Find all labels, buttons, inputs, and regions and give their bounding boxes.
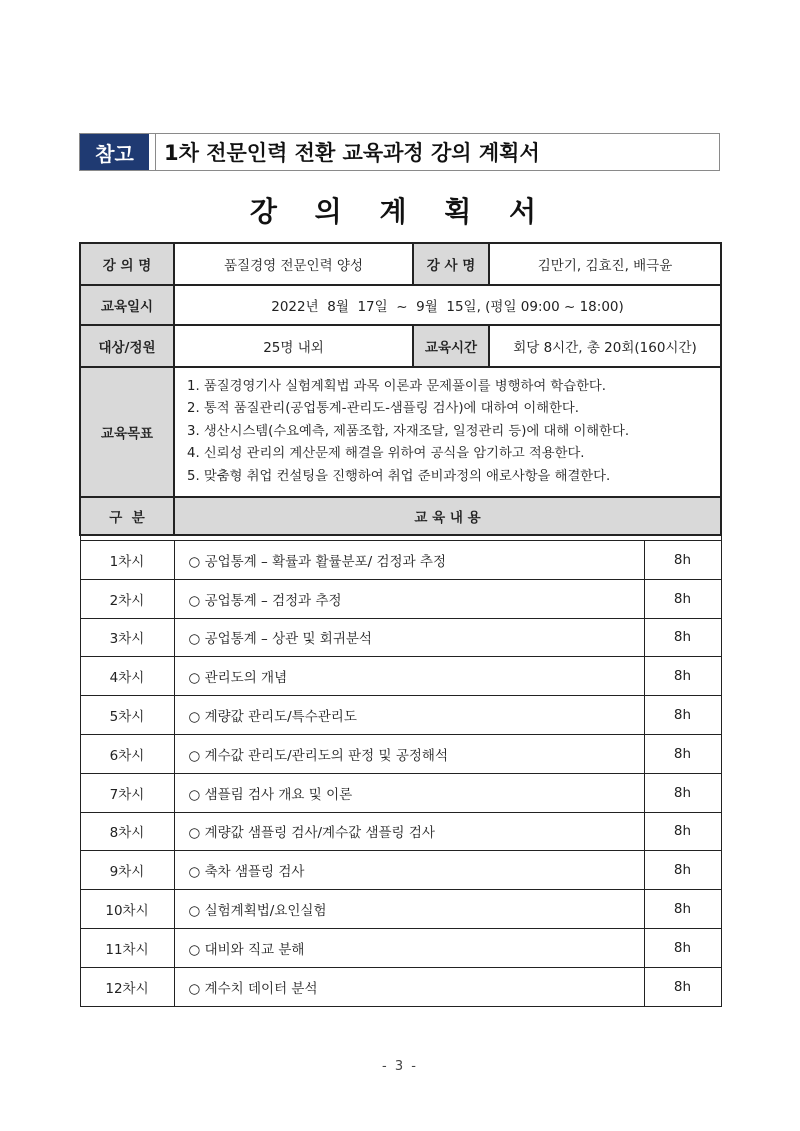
lecture-row	[80, 243, 721, 285]
goals-list	[174, 367, 721, 497]
lecture-label: 강 의 명	[80, 243, 174, 285]
session-hours: 8h	[644, 773, 721, 812]
session-content: ○ 공업통계 – 상관 및 회귀분석	[174, 618, 644, 657]
reference-tag: 참고	[80, 134, 149, 170]
division-header: 구 분	[80, 497, 174, 535]
session-hours: 8h	[644, 696, 721, 735]
instructor-value: 김만기, 김효진, 배극윤	[489, 243, 721, 285]
session-hours: 8h	[644, 541, 721, 580]
session-hours: 8h	[644, 967, 721, 1006]
date-row	[80, 285, 721, 325]
document-title: 강 의 계 획 서	[249, 195, 551, 228]
session-content: ○ 축차 샘플링 검사	[174, 851, 644, 890]
session-content: ○ 관리도의 개념	[174, 657, 644, 696]
session-hours: 8h	[644, 812, 721, 851]
session-row	[80, 851, 721, 890]
hours-label: 교육시간	[413, 325, 489, 367]
target-label: 대상/정원	[80, 325, 174, 367]
session-content: ○ 계수치 데이터 분석	[174, 967, 644, 1006]
session-number: 10차시	[80, 890, 174, 929]
session-content: ○ 계수값 관리도/관리도의 판정 및 공정해석	[174, 734, 644, 773]
banner-title: 1차 전문인력 전환 교육과정 강의 계획서	[164, 141, 540, 165]
session-hours: 8h	[644, 657, 721, 696]
goals-label: 교육목표	[80, 367, 174, 497]
date-label: 교육일시	[80, 285, 174, 325]
session-row	[80, 541, 721, 580]
session-content: ○ 샘플림 검사 개요 및 이론	[174, 773, 644, 812]
session-number: 8차시	[80, 812, 174, 851]
target-row	[80, 325, 721, 367]
banner-divider	[149, 134, 156, 170]
session-hours: 8h	[644, 734, 721, 773]
session-hours: 8h	[644, 579, 721, 618]
session-content: ○ 계량값 관리도/특수관리도	[174, 696, 644, 735]
session-content: ○ 공업통계 – 검정과 추정	[174, 579, 644, 618]
session-row	[80, 890, 721, 929]
session-hours: 8h	[644, 890, 721, 929]
lecture-value: 품질경영 전문인력 양성	[174, 243, 413, 285]
session-number: 6차시	[80, 734, 174, 773]
session-content: ○ 대비와 직교 분해	[174, 928, 644, 967]
session-row	[80, 967, 721, 1006]
session-hours: 8h	[644, 851, 721, 890]
session-row	[80, 579, 721, 618]
session-content: ○ 계량값 샘플링 검사/계수값 샘플링 검사	[174, 812, 644, 851]
session-row	[80, 773, 721, 812]
goals-row	[80, 367, 721, 497]
session-hours: 8h	[644, 618, 721, 657]
session-number: 3차시	[80, 618, 174, 657]
hours-value: 회당 8시간, 총 20회(160시간)	[489, 325, 721, 367]
session-hours: 8h	[644, 928, 721, 967]
session-number: 9차시	[80, 851, 174, 890]
page-number: - 3 -	[382, 1059, 418, 1074]
instructor-label: 강 사 명	[413, 243, 489, 285]
goal-item: 1. 품질경영기사 실험계획법 과목 이론과 문제풀이를 병행하여 학습한다.	[187, 378, 606, 394]
goal-item: 3. 생산시스템(수요예측, 제품조합, 자재조달, 일정관리 등)에 대해 이해한다.	[187, 423, 630, 439]
date-value: 2022년 8월 17일 ~ 9월 15일, (평일 09:00 ~ 18:00)	[174, 285, 721, 325]
schedule-header-row	[80, 497, 721, 535]
session-content: ○ 공업통계 – 확률과 활률분포/ 검정과 추정	[174, 541, 644, 580]
session-row	[80, 696, 721, 735]
goal-item: 4. 신뢰성 관리의 계산문제 해결을 위하여 공식을 암기하고 적용한다.	[187, 446, 585, 462]
session-number: 7차시	[80, 773, 174, 812]
content-header: 교 육 내 용	[174, 497, 721, 535]
session-number: 1차시	[80, 541, 174, 580]
session-number: 11차시	[80, 928, 174, 967]
session-number: 12차시	[80, 967, 174, 1006]
goal-item: 5. 맞춤형 취업 컨설팅을 진행하여 취업 준비과정의 애로사항을 해결한다.	[187, 468, 611, 484]
goal-item: 2. 통적 품질관리(공업통계-관리도-샘플링 검사)에 대하여 이해한다.	[187, 401, 579, 417]
lecture-plan-table	[79, 242, 722, 1007]
section-banner	[79, 133, 720, 171]
session-row	[80, 618, 721, 657]
session-row	[80, 734, 721, 773]
session-number: 2차시	[80, 579, 174, 618]
session-content: ○ 실험계획법/요인실험	[174, 890, 644, 929]
session-number: 5차시	[80, 696, 174, 735]
session-row	[80, 812, 721, 851]
session-number: 4차시	[80, 657, 174, 696]
session-row	[80, 928, 721, 967]
target-value: 25명 내외	[174, 325, 413, 367]
session-row	[80, 657, 721, 696]
